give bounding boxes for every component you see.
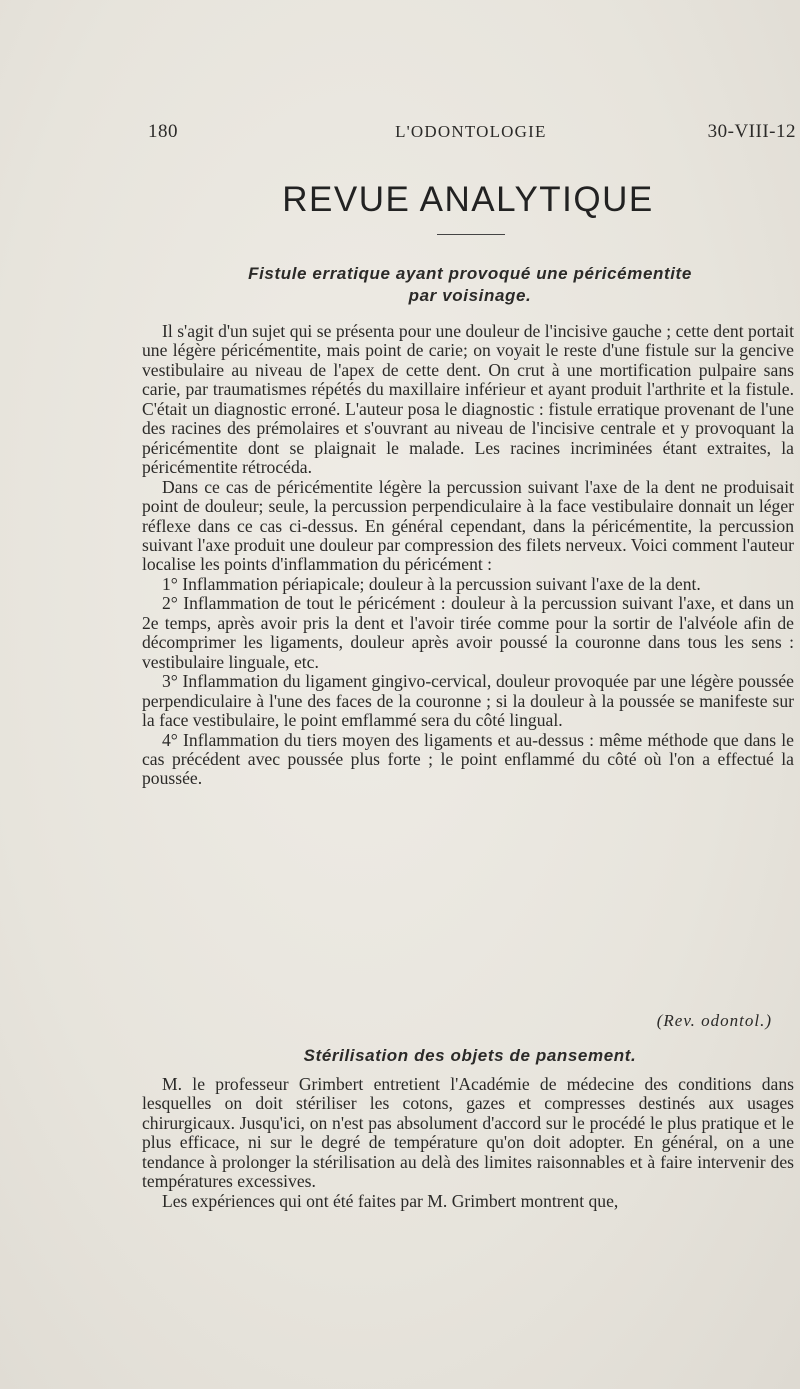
paragraph: Il s'agit d'un sujet qui se présenta pour une douleur de l'incisive gauche ; cette dent portait une légère péricémentite, mais point de carie; on voyait le reste d'une fistule sur la gencive vestibulaire au niveau de l'apex de cette dent. On crut à une mortification pulpaire sans carie, par traumatismes répétés du maxillaire inférieur et ayant produit l'arthrite et la fistule. C'était un diagnostic erroné. L'auteur posa le diagnostic : fistule erratique provenant de l'une des racines des prémolaires et s'ouvrant au niveau de l'incisive centrale et y provoquant la péricémentite dont se plaignait le malade. Les racines incriminées étant extraites, la péricémentite rétrocéda. (142, 321, 794, 478)
article1-heading (160, 263, 780, 307)
paragraph: M. le professeur Grimbert entretient l'Académie de médecine des conditions dans lesquelles on doit stériliser les cotons, gazes et compresses destinés aux usages chirurgicaux. Jusqu'ici, on n'est pas absolument d'accord sur le procédé le plus pratique et le plus efficace, ni sur le degré de température qu'on doit adopter. En général, on a une tendance à prolonger la stérilisation au delà des limites raisonnables et à faire intervenir des températures excessives. (142, 1074, 794, 1192)
list-item: 3° Inflammation du ligament gingivo-cervical, douleur provoquée par une légère poussée perpendiculaire à l'une des faces de la couronne ; si la douleur à la poussée se manifeste sur la face vestibulaire, le point emflammé sera du côté lingual. (142, 671, 794, 731)
article2-body (142, 1075, 794, 1211)
running-header (148, 121, 796, 143)
journal-name: L'ODONTOLOGIE (395, 122, 547, 141)
article1-body (142, 322, 794, 789)
list-item: 2° Inflammation de tout le péricément : douleur à la percussion suivant l'axe, et dans un 2e temps, après avoir pris la dent et l'avoir tirée comme pour la sortir de l'alvéole afin de décomprimer les ligaments, douleur après avoir poussé la couronne dans tous les sens : vestibulaire linguale, etc. (142, 593, 794, 672)
page-title: REVUE ANALYTIQUE (282, 180, 654, 219)
article1-heading-line1: Fistule erratique ayant provoqué une péricémentite (248, 264, 692, 283)
article2-heading: Stérilisation des objets de pansement. (303, 1046, 637, 1065)
paragraph: Dans ce cas de péricémentite légère la percussion suivant l'axe de la dent ne produisait point de douleur; seule, la percussion perpendiculaire à la face vestibulaire donnait un léger réflexe dans ce cas ci-dessus. En général cependant, dans la péricémentite, la percussion suivant l'axe produit une douleur par compression des filets nerveux. Voici comment l'auteur localise les points d'inflammation du péricément : (142, 476, 794, 575)
article1-heading-line2: par voisinage. (408, 286, 532, 305)
page-number: 180 (148, 121, 178, 142)
source-citation: (Rev. odontol.) (656, 1011, 772, 1030)
list-item: 4° Inflammation du tiers moyen des ligaments et au-dessus : même méthode que dans le cas précédent avec poussée plus forte ; le point enflammé du côté où l'on a effectué la poussée. (142, 729, 794, 789)
issue-date: 30-VIII-12 (707, 121, 796, 142)
title-divider (437, 234, 505, 235)
paragraph: Les expériences qui ont été faites par M. Grimbert montrent que, (162, 1190, 619, 1211)
list-item: 1° Inflammation périapicale; douleur à la percussion suivant l'axe de la dent. (162, 573, 701, 594)
